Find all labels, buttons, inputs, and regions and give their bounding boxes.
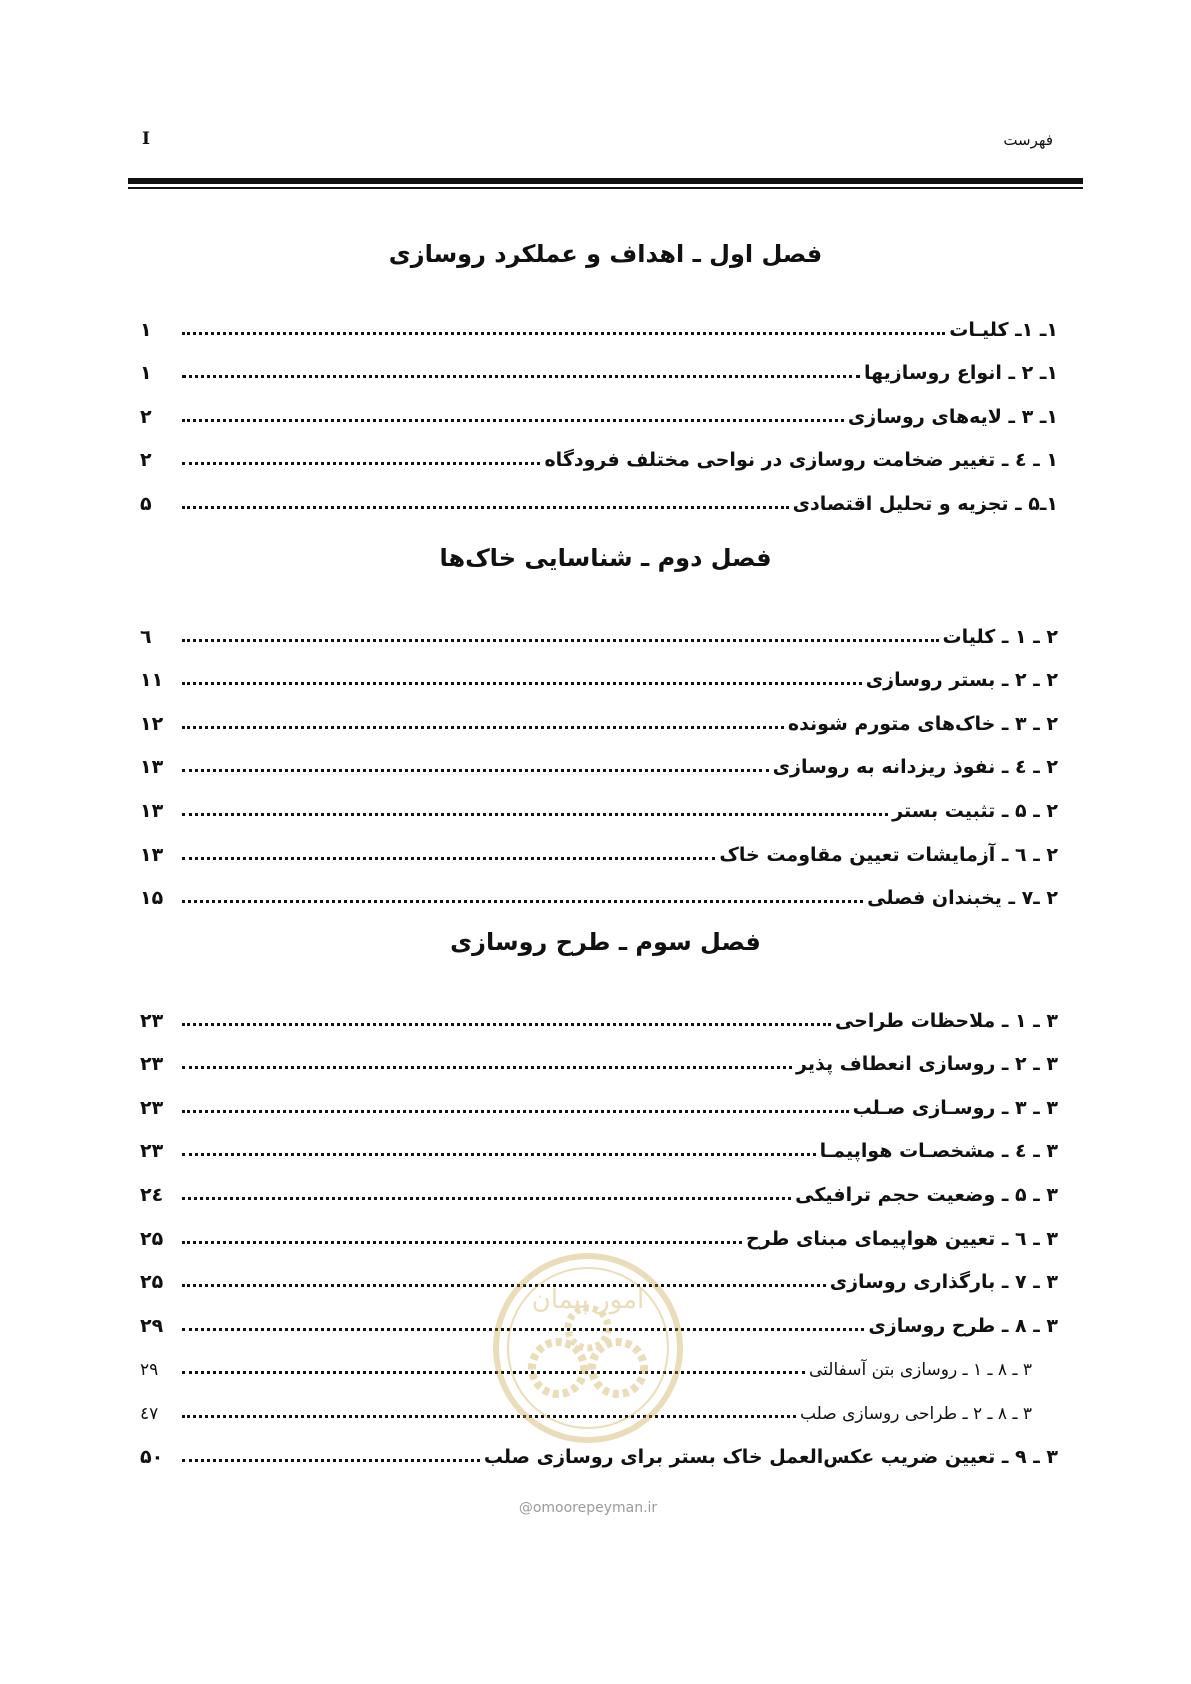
watermark-logo-text: امور پیمان — [531, 1285, 645, 1315]
toc-list — [140, 610, 1058, 915]
toc-entry-page: ۱ — [140, 362, 152, 385]
toc-entry-title: ۱ـ ۲ ـ انواع روسازیها — [863, 362, 1058, 385]
toc-entry[interactable] — [140, 347, 1058, 391]
page-header — [128, 125, 1083, 161]
dot-leader — [182, 1197, 791, 1200]
toc-entry-title: ۳ ـ ٤ ـ مشخصـات هواپیمـا — [819, 1140, 1058, 1163]
toc-entry-page: ۱ — [140, 318, 152, 341]
dot-leader — [182, 639, 939, 642]
toc-entry[interactable] — [140, 994, 1058, 1038]
dot-leader — [182, 769, 769, 772]
toc-entry[interactable] — [140, 784, 1058, 828]
toc-entry-title: ۳ ـ ۵ ـ وضعیت حجم ترافیکی — [795, 1183, 1058, 1206]
toc-entry[interactable] — [140, 1125, 1058, 1169]
toc-entry-title: ۳ ـ ۹ ـ تعیین ضریب عکس‌العمل خاک بستر برای روسازی صلب — [483, 1445, 1058, 1468]
toc-entry-page: ۲۹ — [140, 1360, 159, 1381]
dot-leader — [182, 1066, 792, 1069]
watermark-site: @omoorepeyman.ir — [518, 1500, 658, 1516]
toc-entry[interactable] — [140, 1168, 1058, 1212]
toc-entry-title: ۱ـ ۳ ـ لایه‌های روسازی — [847, 405, 1058, 428]
toc-entry-title: ۲ ـ ۳ ـ خاک‌های متورم شونده — [787, 712, 1058, 735]
toc-entry-title: ۲ ـ ۵ ـ تثبیت بستر — [892, 799, 1058, 822]
toc-entry-page: ۱۵ — [140, 887, 164, 910]
toc-entry-page: ۲۳ — [140, 1096, 164, 1119]
toc-entry-page: ۲۳ — [140, 1009, 164, 1032]
dot-leader — [182, 1110, 849, 1113]
toc-entry-page: ۱۲ — [140, 712, 164, 735]
toc-entry[interactable] — [140, 872, 1058, 916]
dot-leader — [182, 857, 715, 860]
toc-entry[interactable] — [140, 1081, 1058, 1125]
toc-list — [140, 303, 1058, 521]
dot-leader — [182, 332, 945, 335]
toc-entry-page: ۱۱ — [140, 669, 164, 692]
toc-entry-title: ۱ ـ ٤ ـ تغییر ضخامت روسازی در نواحی مختلف فرودگاه — [544, 449, 1058, 472]
dot-leader — [182, 506, 789, 509]
toc-entry[interactable] — [140, 697, 1058, 741]
toc-entry[interactable] — [140, 434, 1058, 478]
toc-entry[interactable] — [140, 610, 1058, 654]
toc-entry-title: ۲ ـ ۱ ـ کلیات — [942, 625, 1058, 648]
toc-entry-page: ۵۰ — [140, 1445, 164, 1468]
dot-leader — [182, 419, 844, 422]
toc-entry-page: ۲۳ — [140, 1140, 164, 1163]
dot-leader — [182, 1023, 831, 1026]
dot-leader — [182, 462, 540, 465]
chapter-title: فصل اول ـ اهداف و عملکرد روسازی — [388, 240, 823, 268]
dot-leader — [182, 813, 888, 816]
toc-entry-title: ۳ ـ ۲ ـ روسازی انعطاف پذیر — [796, 1053, 1058, 1076]
toc-entry[interactable] — [140, 1038, 1058, 1082]
toc-entry-title: ۲ ـ ٦ ـ آزمایشات تعیین مقاومت خاک — [719, 843, 1058, 866]
toc-entry-page: ٦ — [140, 625, 152, 648]
toc-entry-page: ٤۷ — [140, 1403, 159, 1424]
dot-leader — [182, 375, 860, 378]
toc-entry[interactable] — [140, 741, 1058, 785]
toc-entry-title: ۳ ـ ۸ ـ طرح روسازی — [868, 1314, 1058, 1337]
header-rule-thin — [128, 187, 1083, 189]
toc-entry-page: ۵ — [140, 492, 152, 515]
toc-entry[interactable] — [140, 477, 1058, 521]
toc-entry-page: ۲۹ — [140, 1314, 164, 1337]
toc-entry-title: ۳ ـ ۱ ـ ملاحظات طراحی — [834, 1009, 1058, 1032]
toc-entry-title: ۲ ـ۷ ـ یخبندان فصلی — [867, 887, 1058, 910]
toc-entry-page: ۲۵ — [140, 1271, 164, 1294]
toc-entry-title: ۲ ـ ۲ ـ بستر روسازی — [865, 669, 1058, 692]
header-title: فهرست — [1003, 131, 1053, 149]
toc-entry[interactable] — [140, 654, 1058, 698]
toc-entry-page: ۲۳ — [140, 1053, 164, 1076]
toc-entry-page: ۲ — [140, 405, 152, 428]
toc-entry-title: ۲ ـ ٤ ـ نفوذ ریزدانه به روسازی — [772, 756, 1058, 779]
dot-leader — [182, 1459, 480, 1462]
dot-leader — [182, 726, 784, 729]
toc-entry-title: ۱ـ۵ ـ تجزیه و تحلیل اقتصادی — [792, 492, 1058, 515]
toc-entry-page: ۲ — [140, 449, 152, 472]
toc-entry-page: ۱۳ — [140, 843, 164, 866]
toc-entry[interactable] — [140, 828, 1058, 872]
header-rule-thick — [128, 178, 1083, 184]
toc-entry[interactable] — [140, 303, 1058, 347]
watermark-logo — [488, 1248, 688, 1448]
toc-entry-title: ۳ ـ ٦ ـ تعیین هواپیمای مبنای طرح — [746, 1227, 1058, 1250]
dot-leader — [182, 900, 863, 903]
dot-leader — [182, 1241, 742, 1244]
toc-entry-page: ۲٤ — [140, 1183, 164, 1206]
toc-entry-title: ۳ ـ ۸ ـ ۱ ـ روسازی بتن آسفالتی — [809, 1360, 1032, 1381]
toc-entry-page: ۱۳ — [140, 756, 164, 779]
dot-leader — [182, 1153, 816, 1156]
chapter-title: فصل دوم ـ شناسایی خاک‌ها — [439, 544, 772, 572]
toc-entry-title: ۳ ـ ۸ ـ ۲ ـ طراحی روسازی صلب — [799, 1403, 1032, 1424]
toc-entry-page: ۱۳ — [140, 799, 164, 822]
toc-entry[interactable] — [140, 390, 1058, 434]
toc-entry-page: ۲۵ — [140, 1227, 164, 1250]
toc-entry-title: ۱ـ ۱ـ کلیـات — [949, 318, 1058, 341]
page-number: I — [142, 129, 150, 149]
dot-leader — [182, 682, 862, 685]
toc-entry-title: ۳ ـ ۷ ـ بارگذاری روسازی — [829, 1271, 1058, 1294]
chapter-title: فصل سوم ـ طرح روسازی — [450, 928, 761, 956]
toc-entry-title: ۳ ـ ۳ ـ روسـازی صـلب — [852, 1096, 1058, 1119]
